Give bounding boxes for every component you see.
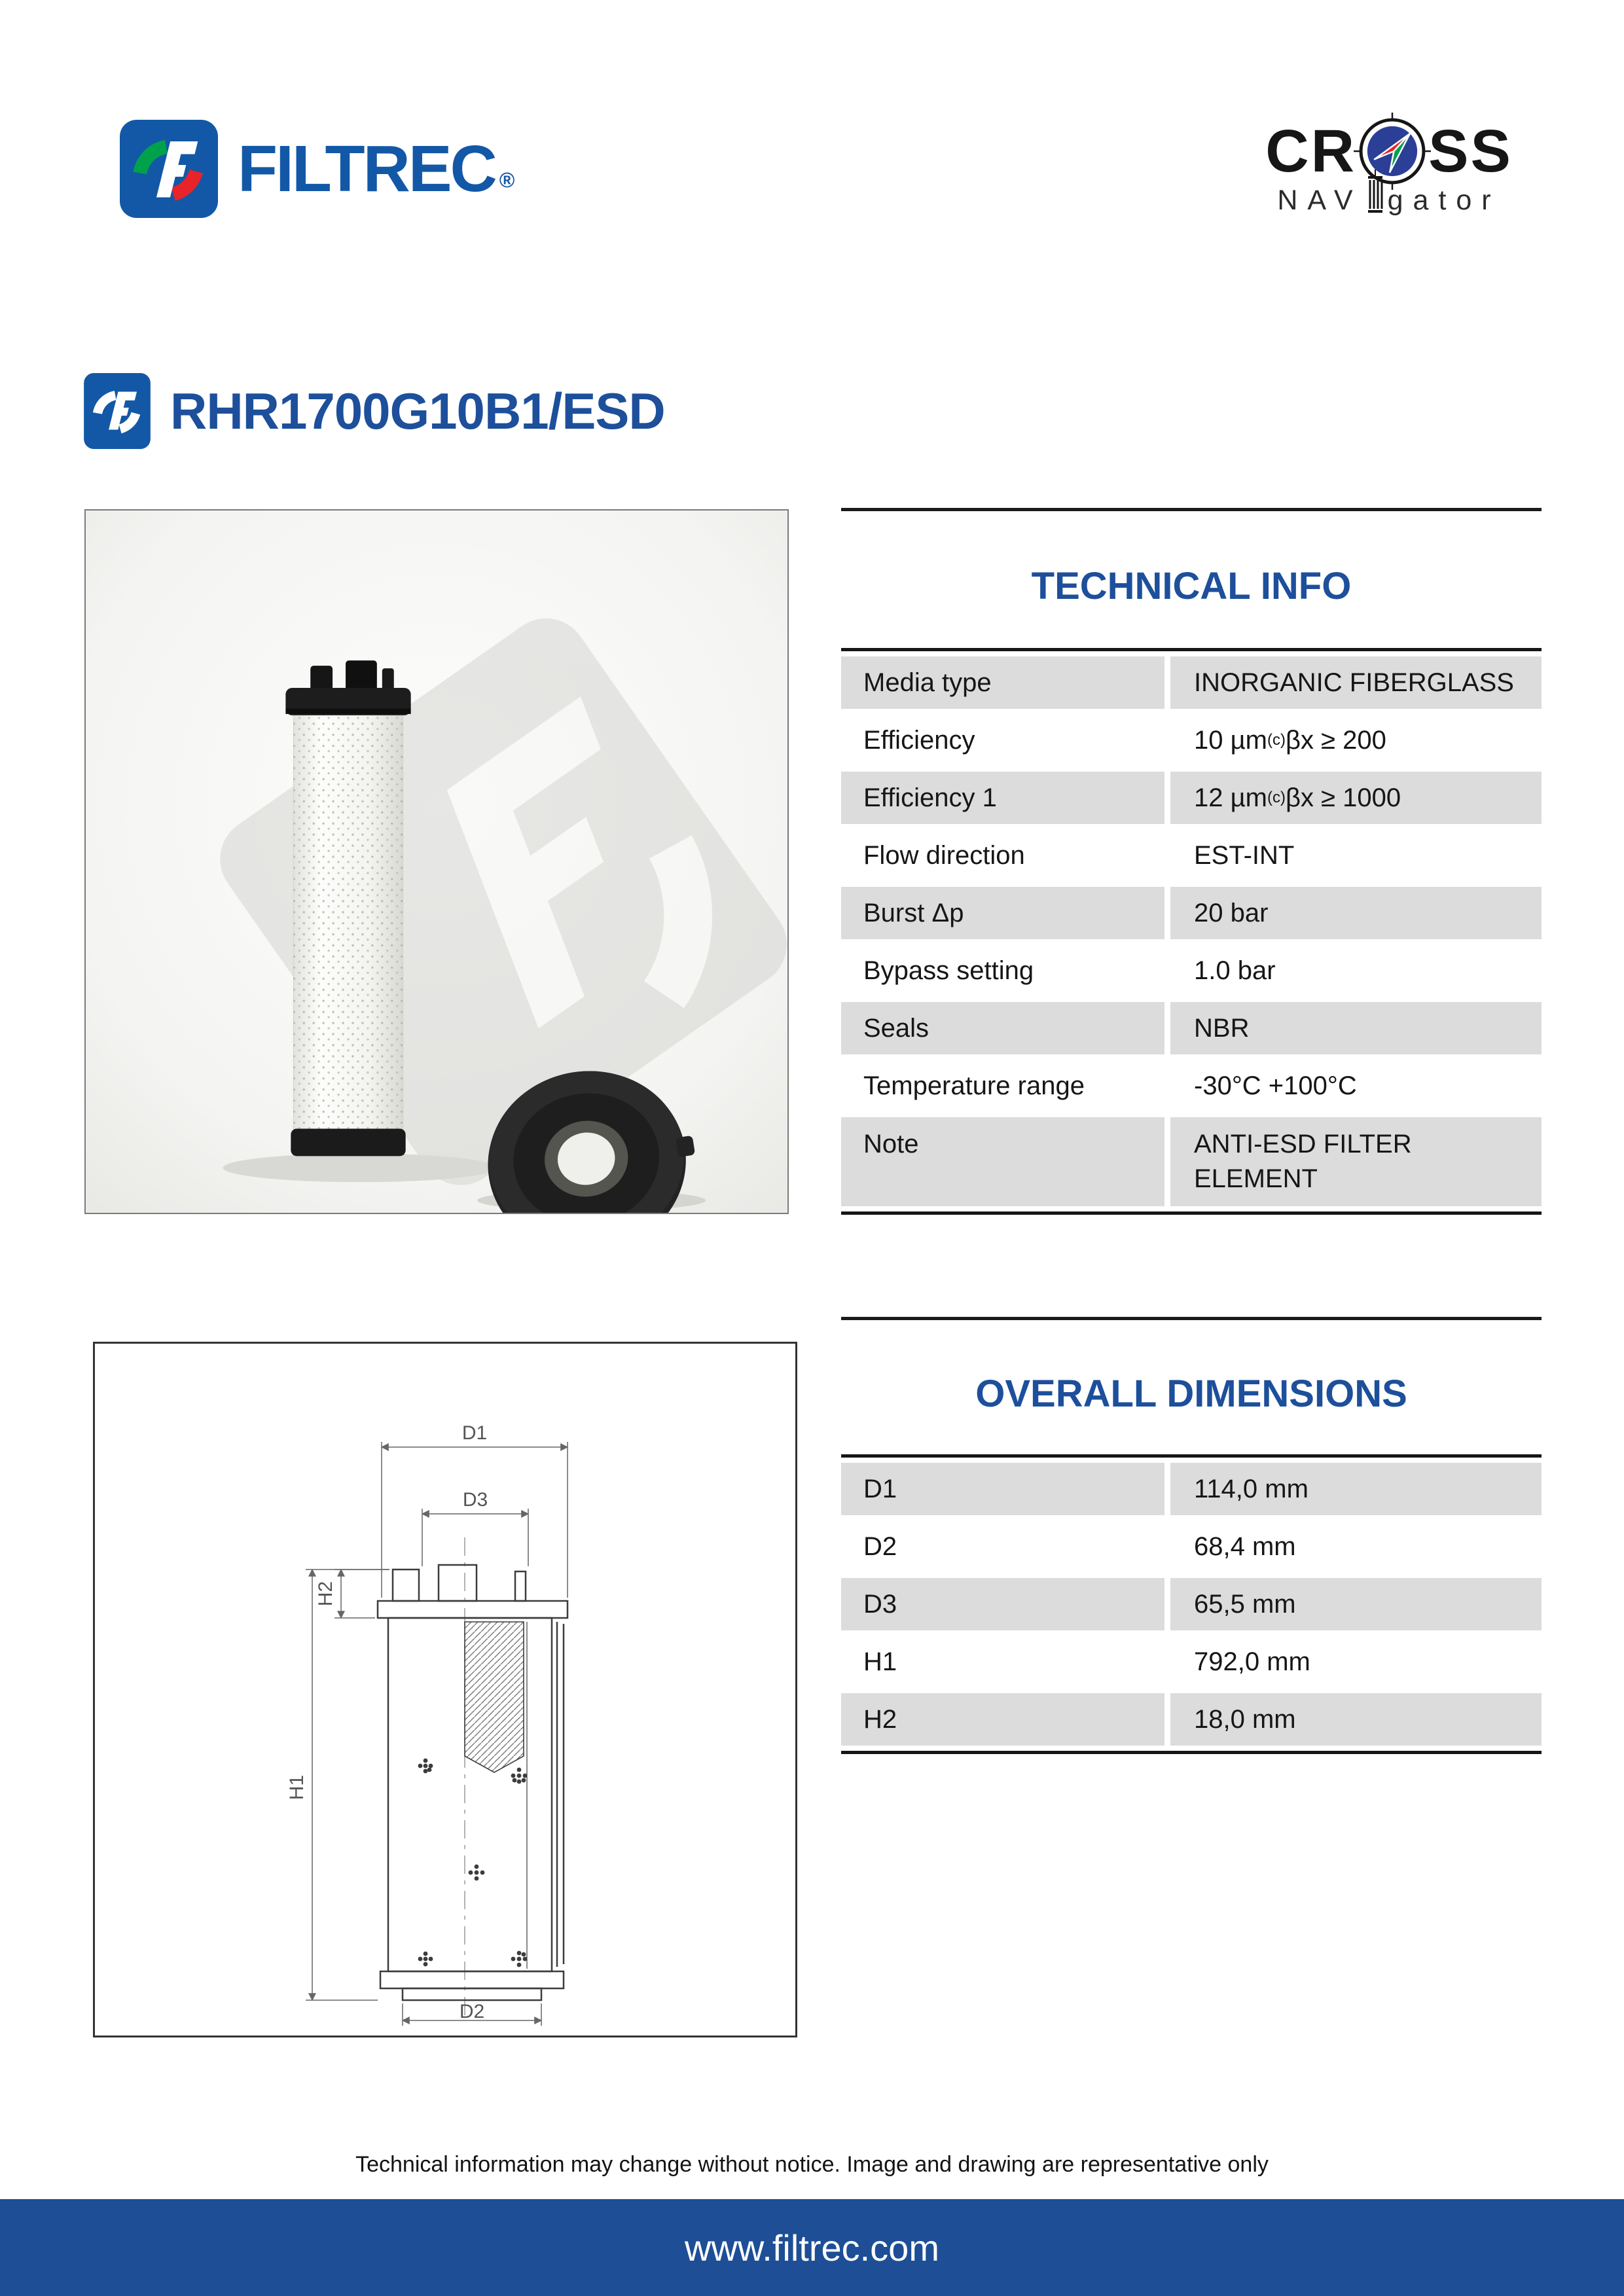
dim-label-d2: D2 — [459, 2001, 485, 2022]
table-row — [841, 1636, 1542, 1688]
filtrec-logo-icon — [120, 120, 218, 218]
row-label: D2 — [841, 1520, 1164, 1573]
row-value: 18,0 mm — [1170, 1693, 1542, 1746]
row-value: INORGANIC FIBERGLASS — [1170, 656, 1542, 709]
row-value: 792,0 mm — [1170, 1636, 1542, 1688]
row-value: NBR — [1170, 1002, 1542, 1054]
dim-label-h1: H1 — [286, 1774, 308, 1801]
row-value: 20 bar — [1170, 887, 1542, 939]
row-label: Media type — [841, 656, 1164, 709]
table-row — [841, 1060, 1542, 1112]
filtrec-wordmark — [238, 132, 515, 206]
footer-bar — [0, 2199, 1624, 2296]
row-label: D3 — [841, 1578, 1164, 1630]
row-label: H2 — [841, 1693, 1164, 1746]
dimensions-table — [841, 1454, 1542, 1754]
dim-label-h2: H2 — [315, 1581, 336, 1607]
row-label: Seals — [841, 1002, 1164, 1054]
table-row — [841, 1693, 1542, 1746]
table-row — [841, 1578, 1542, 1630]
filtrec-logo — [120, 120, 514, 218]
dim-label-d1: D1 — [461, 1422, 488, 1444]
registered-mark: ® — [499, 168, 515, 192]
element-outline — [378, 1565, 568, 2000]
cross-wordmark — [1258, 113, 1520, 190]
row-value: 1.0 bar — [1170, 944, 1542, 997]
tech-info-table — [841, 648, 1542, 1215]
row-value: 65,5 mm — [1170, 1578, 1542, 1630]
row-value: 68,4 mm — [1170, 1520, 1542, 1573]
table-row — [841, 829, 1542, 882]
brand-text: FILTREC — [238, 132, 496, 206]
cross-text-left: CR — [1265, 118, 1357, 185]
table-row — [841, 1117, 1542, 1206]
row-label: Efficiency 1 — [841, 772, 1164, 824]
navigator-wordmark — [1258, 185, 1520, 217]
navigator-text-left: NAV — [1277, 185, 1363, 216]
navigator-text-right: gator — [1387, 185, 1501, 216]
row-label: Flow direction — [841, 829, 1164, 882]
filter-cartridge — [285, 660, 410, 1156]
technical-drawing — [95, 1344, 795, 2036]
tech-info-top-rule — [841, 508, 1542, 511]
technical-drawing-box — [93, 1342, 797, 2037]
dim-label-d3: D3 — [462, 1489, 488, 1511]
table-row — [841, 656, 1542, 709]
column-icon — [1364, 170, 1386, 215]
table-row — [841, 1463, 1542, 1515]
dimension-lines — [306, 1442, 568, 2026]
row-value: 12 µm (c) βx ≥ 1000 — [1170, 772, 1542, 824]
row-label: Burst Δp — [841, 887, 1164, 939]
table-row — [841, 1002, 1542, 1054]
row-value: ANTI-ESD FILTER ELEMENT — [1170, 1117, 1542, 1206]
product-title-row — [84, 373, 665, 449]
table-row — [841, 944, 1542, 997]
disclaimer-text: Technical information may change without notice. Image and drawing are representative only — [355, 2152, 1269, 2177]
row-value: 10 µm (c) βx ≥ 200 — [1170, 714, 1542, 766]
cross-text-right: SS — [1428, 118, 1513, 185]
dimensions-top-rule — [841, 1317, 1542, 1320]
website-link[interactable]: www.filtrec.com — [685, 2227, 939, 2269]
row-label: Note — [841, 1117, 1164, 1206]
row-label: D1 — [841, 1463, 1164, 1515]
table-row — [841, 714, 1542, 766]
table-row — [841, 887, 1542, 939]
row-value: -30°C +100°C — [1170, 1060, 1542, 1112]
product-image — [86, 511, 787, 1213]
table-row — [841, 1520, 1542, 1573]
row-label: H1 — [841, 1636, 1164, 1688]
row-label: Bypass setting — [841, 944, 1164, 997]
row-value: EST-INT — [1170, 829, 1542, 882]
dimensions-title: OVERALL DIMENSIONS — [975, 1372, 1407, 1415]
cross-navigator-logo — [1258, 113, 1520, 217]
tech-info-title: TECHNICAL INFO — [1031, 565, 1352, 607]
row-label: Temperature range — [841, 1060, 1164, 1112]
table-row — [841, 772, 1542, 824]
dimension-labels — [286, 1422, 488, 2022]
row-label: Efficiency — [841, 714, 1164, 766]
row-value: 114,0 mm — [1170, 1463, 1542, 1515]
perforation-dots — [418, 1759, 528, 1967]
page-title: RHR1700G10B1/ESD — [170, 382, 665, 440]
product-image-box — [84, 509, 789, 1214]
filtrec-mini-icon — [84, 373, 151, 449]
